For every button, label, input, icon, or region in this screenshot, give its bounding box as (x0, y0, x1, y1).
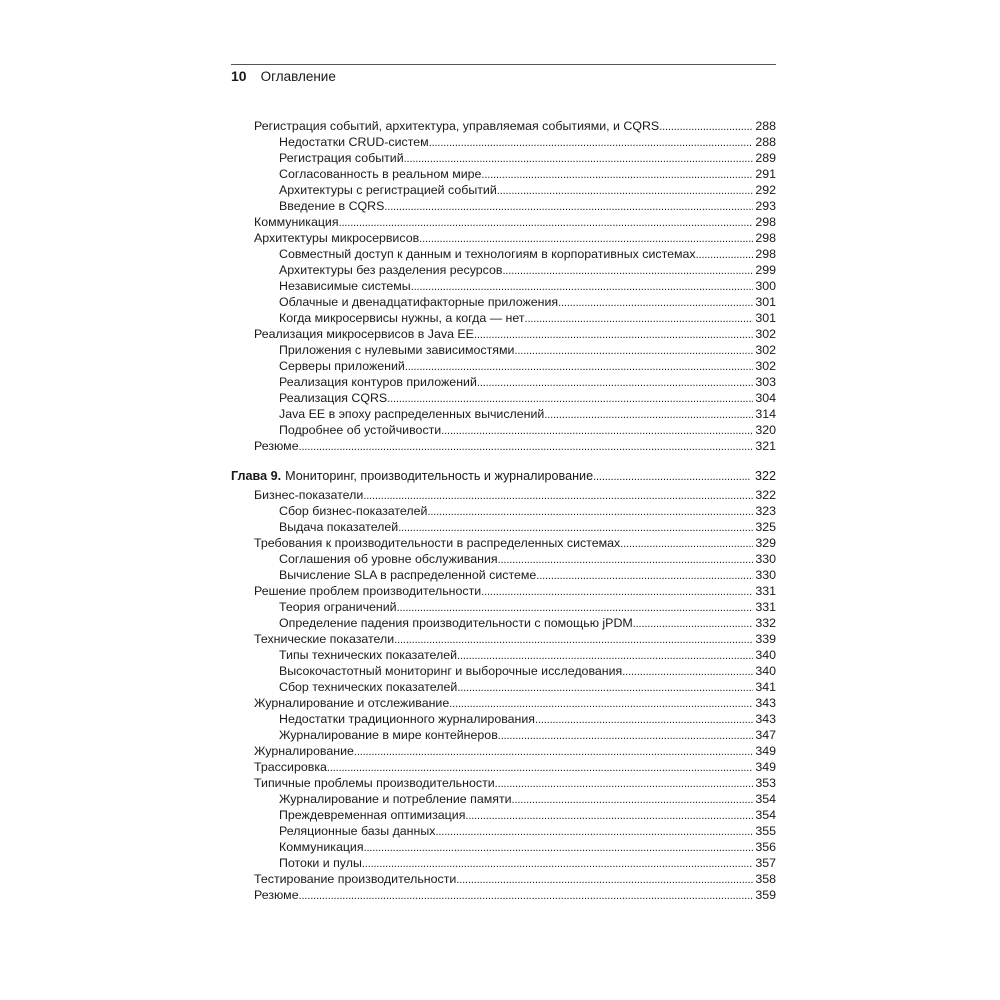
toc-subsection-entry[interactable] (231, 663, 776, 679)
entry-page: 330 (755, 552, 776, 566)
dot-leader (457, 679, 753, 695)
entry-page: 353 (755, 776, 776, 790)
chapter-label: Глава 9. (231, 469, 282, 483)
dot-leader (535, 711, 753, 727)
entry-page: 341 (755, 680, 776, 694)
entry-title: Подробнее об устойчивости (279, 423, 442, 437)
entry-page: 358 (755, 872, 776, 886)
entry-title: Коммуникация (279, 840, 364, 854)
chapter-page: 322 (754, 469, 776, 483)
dot-leader (593, 467, 751, 485)
dot-leader (405, 358, 754, 374)
toc-subsection-entry[interactable] (231, 727, 776, 743)
dot-leader (481, 166, 753, 182)
dot-leader (497, 182, 754, 198)
entry-title: Недостатки традиционного журналирования (279, 712, 536, 726)
toc-section-entry[interactable] (231, 326, 776, 342)
dot-leader (339, 214, 754, 230)
dot-leader (449, 695, 753, 711)
entry-title: Типы технических показателей (279, 648, 458, 662)
header-rule (231, 64, 776, 65)
entry-page: 349 (755, 744, 776, 758)
toc-subsection-entry[interactable] (231, 647, 776, 663)
toc-section-entry[interactable] (231, 214, 776, 230)
toc-subsection-entry[interactable] (231, 422, 776, 438)
entry-page: 340 (755, 664, 776, 678)
toc-subsection-entry[interactable] (231, 791, 776, 807)
entry-title: Трассировка (254, 760, 327, 774)
dot-leader (387, 390, 753, 406)
toc-subsection-entry[interactable] (231, 406, 776, 422)
toc-section-entry[interactable] (231, 871, 776, 887)
entry-title: Коммуникация (254, 215, 339, 229)
toc-subsection-entry[interactable] (231, 679, 776, 695)
dot-leader (465, 807, 753, 823)
entry-page: 339 (755, 632, 776, 646)
dot-leader (363, 487, 753, 503)
running-head (231, 68, 336, 84)
dot-leader (633, 615, 754, 631)
dot-leader (514, 342, 753, 358)
entry-title: Преждевременная оптимизация (279, 808, 466, 822)
toc-subsection-entry[interactable] (231, 503, 776, 519)
entry-title: Независимые системы (279, 279, 411, 293)
entry-title: Реляционные базы данных (279, 824, 436, 838)
entry-page: 300 (755, 279, 776, 293)
toc-subsection-entry[interactable] (231, 310, 776, 326)
entry-title: Теория ограничений (279, 600, 397, 614)
page-number: 10 (231, 68, 247, 84)
dot-leader (354, 743, 753, 759)
entry-page: 288 (755, 119, 776, 133)
entry-title: Высокочастотный мониторинг и выборочные исследования (279, 664, 623, 678)
toc-section-entry[interactable] (231, 743, 776, 759)
dot-leader (411, 278, 754, 294)
dot-leader (299, 438, 754, 454)
dot-leader (429, 134, 754, 150)
dot-leader (659, 118, 753, 134)
entry-page: 356 (755, 840, 776, 854)
entry-page: 354 (755, 792, 776, 806)
entry-page: 343 (755, 712, 776, 726)
entry-page: 321 (755, 439, 776, 453)
dot-leader (419, 230, 753, 246)
chapter-title: Мониторинг, производительность и журналирование (285, 469, 594, 483)
dot-leader (474, 326, 753, 342)
entry-page: 357 (755, 856, 776, 870)
entry-title: Согласованность в реальном мире (279, 167, 482, 181)
entry-title: Регистрация событий (279, 151, 404, 165)
toc-section-entry[interactable] (231, 118, 776, 134)
entry-title: Архитектуры без разделения ресурсов (279, 263, 503, 277)
dot-leader (498, 551, 754, 567)
toc-subsection-entry[interactable] (231, 519, 776, 535)
toc-section-entry[interactable] (231, 631, 776, 647)
entry-title: Реализация микросервисов в Java EE (254, 327, 474, 341)
entry-page: 325 (755, 520, 776, 534)
entry-title: Вычисление SLA в распределенной системе (279, 568, 537, 582)
dot-leader (558, 294, 753, 310)
entry-title: Реализация контуров приложений (279, 375, 477, 389)
toc-subsection-entry[interactable] (231, 374, 776, 390)
entry-title: Совместный доступ к данным и технологиям в корпоративных системах (279, 247, 696, 261)
entry-page: 329 (755, 536, 776, 550)
dot-leader (512, 791, 754, 807)
dot-leader (362, 855, 753, 871)
toc-section-entry[interactable] (231, 887, 776, 903)
toc-subsection-entry[interactable] (231, 150, 776, 166)
entry-page: 359 (755, 888, 776, 902)
entry-title: Тестирование производительности (254, 872, 457, 886)
dot-leader (327, 759, 753, 775)
dot-leader (502, 262, 753, 278)
toc-subsection-entry[interactable] (231, 551, 776, 567)
toc-subsection-entry[interactable] (231, 823, 776, 839)
dot-leader (427, 503, 753, 519)
toc-section-entry[interactable] (231, 487, 776, 503)
toc-section-entry[interactable] (231, 535, 776, 551)
entry-title: Сбор бизнес-показателей (279, 504, 428, 518)
entry-page: 304 (755, 391, 776, 405)
entry-title: Регистрация событий, архитектура, управляемая событиями, и CQRS (254, 119, 660, 133)
entry-title: Облачные и двенадцатифакторные приложения (279, 295, 559, 309)
chapter-heading[interactable] (231, 467, 776, 485)
entry-page: 302 (755, 327, 776, 341)
entry-page: 349 (755, 760, 776, 774)
toc-section-entry[interactable] (231, 759, 776, 775)
entry-page: 292 (755, 183, 776, 197)
entry-title: Потоки и пулы (279, 856, 362, 870)
entry-title: Недостатки CRUD-систем (279, 135, 429, 149)
entry-page: 322 (755, 488, 776, 502)
entry-page: 299 (755, 263, 776, 277)
dot-leader (525, 310, 754, 326)
toc-section-continued (231, 118, 776, 454)
dot-leader (299, 887, 754, 903)
dot-leader (696, 246, 754, 262)
entry-title: Введение в CQRS (279, 199, 385, 213)
toc-subsection-entry[interactable] (231, 342, 776, 358)
entry-page: 343 (755, 696, 776, 710)
entry-title: Соглашения об уровне обслуживания (279, 552, 498, 566)
dot-leader (398, 519, 753, 535)
dot-leader (622, 663, 753, 679)
entry-page: 340 (755, 648, 776, 662)
entry-title: Когда микросервисы нужны, а когда — нет (279, 311, 525, 325)
entry-page: 320 (755, 423, 776, 437)
entry-title: Журналирование (254, 744, 354, 758)
toc-subsection-entry[interactable] (231, 807, 776, 823)
dot-leader (404, 150, 754, 166)
entry-title: Требования к производительности в распределенных системах (254, 536, 621, 550)
dot-leader (477, 374, 753, 390)
dot-leader (397, 599, 754, 615)
entry-page: 288 (755, 135, 776, 149)
dot-leader (394, 631, 753, 647)
entry-page: 303 (755, 375, 776, 389)
entry-page: 330 (755, 568, 776, 582)
entry-title: Архитектуры микросервисов (254, 231, 420, 245)
toc-subsection-entry[interactable] (231, 182, 776, 198)
dot-leader (495, 775, 754, 791)
toc-section-entry[interactable] (231, 775, 776, 791)
entry-page: 293 (755, 199, 776, 213)
dot-leader (364, 839, 754, 855)
toc-subsection-entry[interactable] (231, 855, 776, 871)
table-of-contents (231, 118, 776, 903)
entry-title: Технические показатели (254, 632, 395, 646)
toc-section-chapter-9 (231, 487, 776, 903)
entry-title: Сбор технических показателей (279, 680, 458, 694)
toc-subsection-entry[interactable] (231, 246, 776, 262)
dot-leader (498, 727, 754, 743)
dot-leader (435, 823, 753, 839)
toc-subsection-entry[interactable] (231, 262, 776, 278)
toc-section-entry[interactable] (231, 583, 776, 599)
entry-page: 298 (755, 247, 776, 261)
entry-title: Журналирование в мире контейнеров (279, 728, 498, 742)
entry-title: Приложения с нулевыми зависимостями (279, 343, 515, 357)
toc-subsection-entry[interactable] (231, 839, 776, 855)
entry-page: 331 (755, 600, 776, 614)
entry-title: Резюме (254, 439, 299, 453)
toc-subsection-entry[interactable] (231, 615, 776, 631)
entry-page: 298 (755, 231, 776, 245)
toc-section-entry[interactable] (231, 438, 776, 454)
entry-page: 347 (755, 728, 776, 742)
toc-section-entry[interactable] (231, 230, 776, 246)
entry-page: 331 (755, 584, 776, 598)
running-title: Оглавление (260, 69, 336, 84)
entry-page: 332 (755, 616, 776, 630)
toc-subsection-entry[interactable] (231, 198, 776, 214)
entry-page: 314 (755, 407, 776, 421)
dot-leader (481, 583, 753, 599)
toc-subsection-entry[interactable] (231, 567, 776, 583)
entry-page: 354 (755, 808, 776, 822)
entry-title: Бизнес-показатели (254, 488, 364, 502)
toc-subsection-entry[interactable] (231, 390, 776, 406)
entry-title: Определение падения производительности с помощью jPDM (279, 616, 633, 630)
entry-page: 301 (755, 295, 776, 309)
entry-page: 298 (755, 215, 776, 229)
dot-leader (620, 535, 753, 551)
entry-title: Журналирование и отслеживание (254, 696, 450, 710)
entry-page: 302 (755, 343, 776, 357)
entry-page: 289 (755, 151, 776, 165)
dot-leader (457, 647, 753, 663)
entry-page: 355 (755, 824, 776, 838)
toc-section-entry[interactable] (231, 695, 776, 711)
toc-subsection-entry[interactable] (231, 358, 776, 374)
entry-title: Решение проблем производительности (254, 584, 482, 598)
entry-page: 302 (755, 359, 776, 373)
toc-subsection-entry[interactable] (231, 599, 776, 615)
entry-page: 291 (755, 167, 776, 181)
toc-subsection-entry[interactable] (231, 278, 776, 294)
entry-title: Java EE в эпоху распределенных вычислений (279, 407, 545, 421)
dot-leader (456, 871, 753, 887)
dot-leader (384, 198, 753, 214)
entry-title: Серверы приложений (279, 359, 405, 373)
entry-title: Архитектуры с регистрацией событий (279, 183, 497, 197)
entry-title: Журналирование и потребление памяти (279, 792, 512, 806)
toc-subsection-entry[interactable] (231, 166, 776, 182)
entry-title: Резюме (254, 888, 299, 902)
toc-subsection-entry[interactable] (231, 711, 776, 727)
entry-title: Реализация CQRS (279, 391, 388, 405)
toc-subsection-entry[interactable] (231, 134, 776, 150)
dot-leader (544, 406, 753, 422)
entry-page: 301 (755, 311, 776, 325)
entry-title: Типичные проблемы производительности (254, 776, 495, 790)
dot-leader (536, 567, 753, 583)
entry-page: 323 (755, 504, 776, 518)
toc-subsection-entry[interactable] (231, 294, 776, 310)
entry-title: Выдача показателей (279, 520, 399, 534)
dot-leader (441, 422, 753, 438)
